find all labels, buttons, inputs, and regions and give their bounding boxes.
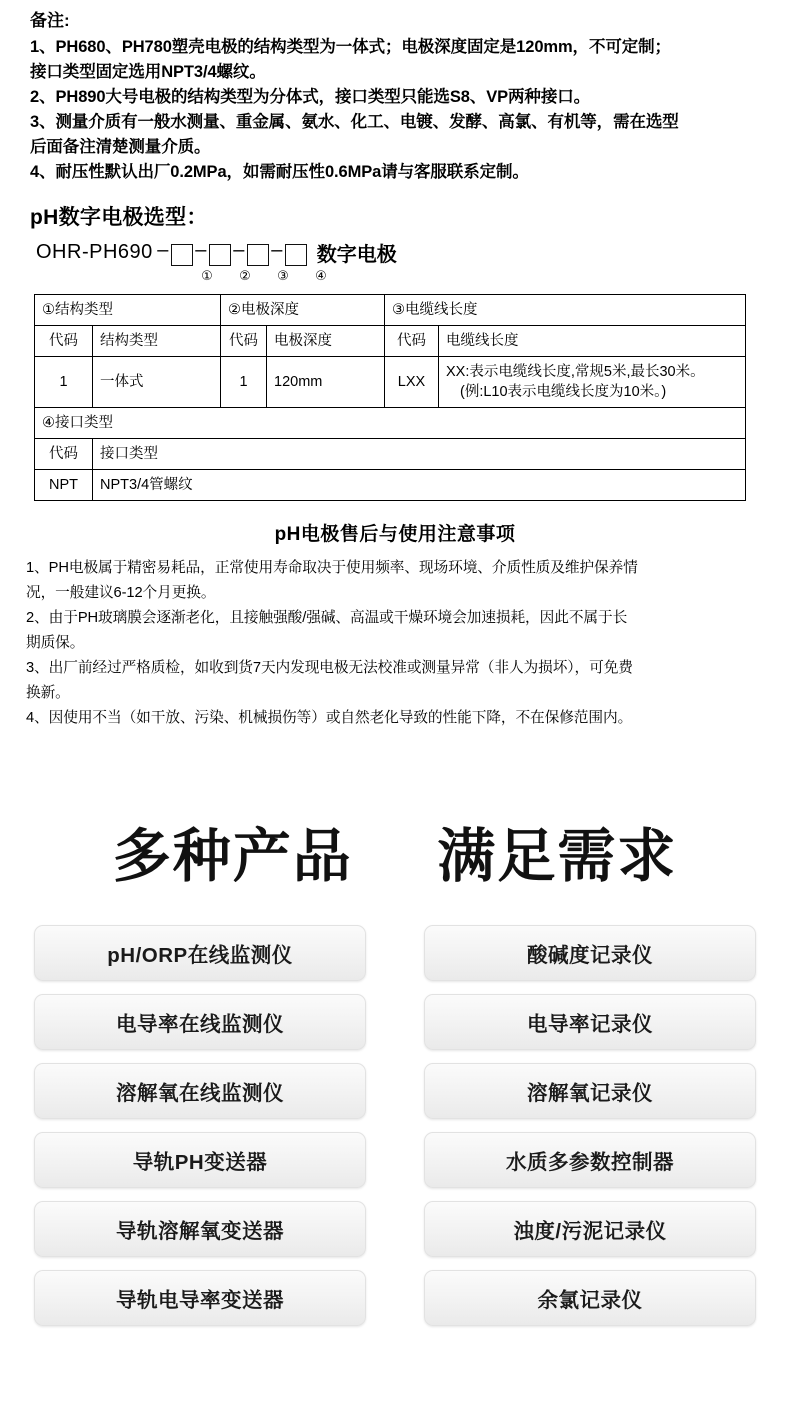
col-header-depth: 电极深度 (267, 326, 385, 357)
code-box-4[interactable] (285, 244, 307, 266)
col-header-code-4: 代码 (35, 439, 93, 470)
after-sale-line: 3、出厂前经过严格质检，如收到货7天内发现电极无法校准或测量异常（非人为损坏），可免费 (26, 660, 633, 676)
products-banner (0, 777, 790, 917)
note-line: 后面备注清楚测量介质。 (30, 138, 211, 156)
group-header-cable: ③电缆线长度 (385, 295, 746, 326)
note-line: 2、PH890大号电极的结构类型为分体式，接口类型只能选S8、VP两种接口。 (30, 88, 591, 106)
code-dash: – (195, 239, 207, 261)
col-header-structure: 结构类型 (93, 326, 221, 357)
after-sale-section (0, 556, 790, 731)
product-grid (0, 917, 790, 1375)
table-row (35, 408, 746, 439)
cell-connector-type: NPT3/4管螺纹 (93, 470, 746, 501)
selection-title: pH数字电极选型： (30, 206, 208, 229)
code-dash: – (233, 239, 245, 261)
banner-title-left: 多种产品 (112, 822, 353, 890)
note-line: 接口类型固定选用NPT3/4螺纹。 (30, 63, 266, 81)
circle-marker-2: ② (239, 268, 251, 283)
note-line: 1、PH680、PH780塑壳电极的结构类型为一体式；电极深度固定是120mm，不可定制； (30, 38, 671, 56)
product-button-multiparameter-controller[interactable]: 水质多参数控制器 (424, 1132, 756, 1188)
col-header-code-3: 代码 (385, 326, 439, 357)
group-header-depth: ②电极深度 (221, 295, 385, 326)
cell-code-depth: 1 (221, 357, 267, 408)
cell-cable-desc (439, 357, 746, 408)
section-divider (0, 731, 790, 777)
after-sale-title: pH电极售后与使用注意事项 (274, 524, 516, 545)
banner-title-right: 满足需求 (437, 822, 678, 890)
cell-code-structure: 1 (35, 357, 93, 408)
product-button-residual-chlorine-recorder[interactable]: 余氯记录仪 (424, 1270, 756, 1326)
cable-desc-line-1: XX:表示电缆线长度,常规5米,最长30米。 (446, 364, 705, 380)
table-row (35, 470, 746, 501)
notes-title: 备注: (30, 11, 70, 30)
after-sale-line: 1、PH电极属于精密易耗品，正常使用寿命取决于使用频率、现场环境、介质性质及维护保养情 (26, 560, 638, 576)
circle-marker-4: ④ (315, 268, 327, 283)
product-button-do-recorder[interactable]: 溶解氧记录仪 (424, 1063, 756, 1119)
product-button-conductivity-recorder[interactable]: 电导率记录仪 (424, 994, 756, 1050)
table-row (35, 326, 746, 357)
product-button-din-rail-conductivity-transmitter[interactable]: 导轨电导率变送器 (34, 1270, 366, 1326)
spec-table-wrapper (0, 284, 790, 501)
code-dash: – (157, 239, 169, 261)
cell-depth-value: 120mm (267, 357, 385, 408)
product-button-ph-recorder[interactable]: 酸碱度记录仪 (424, 925, 756, 981)
model-code-suffix: 数字电极 (316, 244, 397, 266)
code-box-2[interactable] (209, 244, 231, 266)
col-header-code-1: 代码 (35, 326, 93, 357)
after-sale-line: 换新。 (26, 685, 70, 701)
product-button-din-rail-ph-transmitter[interactable]: 导轨PH变送器 (34, 1132, 366, 1188)
product-button-din-rail-do-transmitter[interactable]: 导轨溶解氧变送器 (34, 1201, 366, 1257)
col-header-cable: 电缆线长度 (439, 326, 746, 357)
note-line: 3、测量介质有一般水测量、重金属、氨水、化工、电镀、发酵、高氯、有机等，需在选型 (30, 113, 679, 131)
spec-table (34, 294, 746, 501)
circle-marker-3: ③ (277, 268, 289, 283)
model-code-prefix: OHR-PH690 (36, 241, 153, 263)
table-row (35, 357, 746, 408)
banner-title-row (0, 821, 790, 891)
code-dash: – (271, 239, 283, 261)
cell-code-cable: LXX (385, 357, 439, 408)
group-header-structure: ①结构类型 (35, 295, 221, 326)
product-button-turbidity-sludge-recorder[interactable]: 浊度/污泥记录仪 (424, 1201, 756, 1257)
cell-structure-type: 一体式 (93, 357, 221, 408)
after-sale-line: 期质保。 (26, 635, 85, 651)
code-box-3[interactable] (247, 244, 269, 266)
notes-section (0, 0, 790, 185)
model-code-row (0, 233, 790, 267)
product-button-do-online-monitor[interactable]: 溶解氧在线监测仪 (34, 1063, 366, 1119)
product-button-conductivity-online-monitor[interactable]: 电导率在线监测仪 (34, 994, 366, 1050)
col-header-code-2: 代码 (221, 326, 267, 357)
code-box-1[interactable] (171, 244, 193, 266)
after-sale-line: 2、由于PH玻璃膜会逐渐老化，且接触强酸/强碱、高温或干燥环境会加速损耗，因此不属于长 (26, 610, 628, 626)
table-row (35, 439, 746, 470)
table-row (35, 295, 746, 326)
product-button-ph-orp-online-monitor[interactable]: pH/ORP在线监测仪 (34, 925, 366, 981)
cell-code-connector: NPT (35, 470, 93, 501)
circle-marker-1: ① (201, 268, 213, 283)
model-code-circle-row (36, 267, 790, 284)
col-header-connector: 接口类型 (93, 439, 746, 470)
cable-desc-line-2: (例:L10表示电缆线长度为10米。) (460, 384, 667, 400)
group-header-connector: ④接口类型 (35, 408, 746, 439)
after-sale-line: 况，一般建议6-12个月更换。 (26, 585, 216, 601)
after-sale-line: 4、因使用不当（如干放、污染、机械损伤等）或自然老化导致的性能下降，不在保修范围内。 (26, 710, 633, 726)
note-line: 4、耐压性默认出厂0.2MPa，如需耐压性0.6MPa请与客服联系定制。 (30, 163, 529, 181)
model-code-boxes (155, 237, 397, 266)
